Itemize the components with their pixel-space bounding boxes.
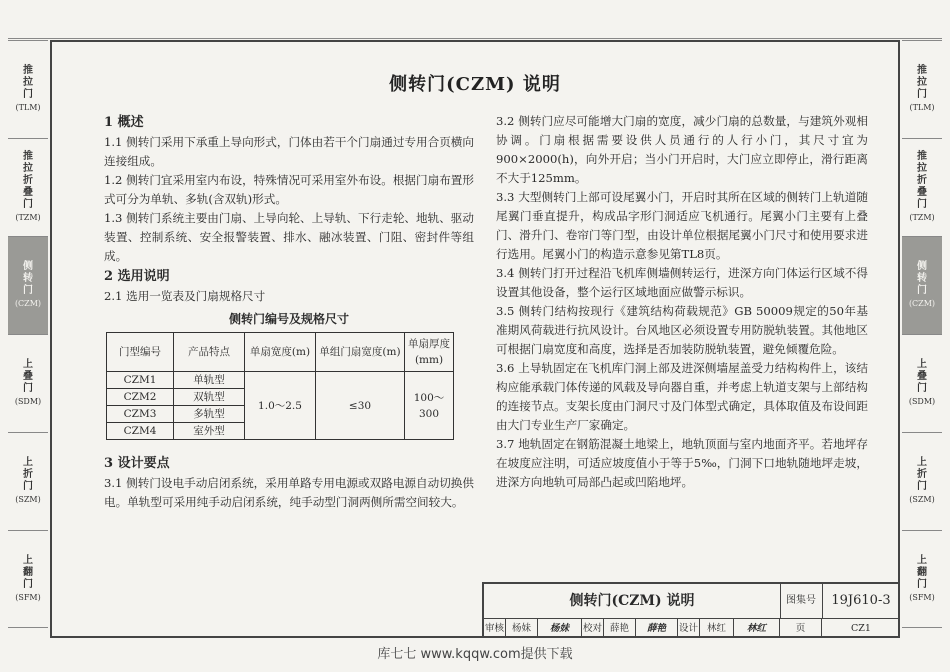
download-footer: 库七七 www.kqqw.com提供下载 (377, 647, 573, 662)
side-tab-code: (SZM) (909, 495, 935, 504)
cell-group-width: ≤30 (316, 372, 405, 440)
header-thickness: 单扇厚度(mm) (405, 333, 454, 372)
side-tab-char: 门 (917, 383, 927, 394)
side-tab-char: 门 (917, 199, 927, 210)
side-tab-char: 侧 (917, 261, 927, 272)
title-block-name: 侧转门(CZM) 说明 (484, 584, 781, 618)
side-tab-char: 拉 (23, 163, 33, 174)
header-group-width: 单组门扇宽度(m) (316, 333, 405, 372)
side-tab-char: 门 (23, 89, 33, 100)
side-tab-char: 推 (917, 65, 927, 76)
spec-table (106, 332, 454, 440)
side-tab-char: 推 (23, 151, 33, 162)
side-tab-char: 门 (917, 578, 927, 590)
review-label: 审核 (484, 619, 506, 638)
section-heading-overview: 1 概述 (104, 115, 144, 130)
design-label: 设计 (678, 619, 700, 638)
para-3-7: 3.7 地轨固定在钢筋混凝土地梁上，地轨顶面与室内地面齐平。若地坪存在坡度应注明，可适应坡度值小于等于5‰，门洞下口地轨随地坪走坡，进深方向地轨可局部凸起或凹陷地坪。 (496, 437, 868, 489)
para-3-6: 3.6 上导轨固定在飞机库门洞上部及进深侧墙屋盖受力结构构件上，该结构应能承载门体传递的风载及导向器自重，并考虑上轨道支架与上部结构的连接节点。支架长度由门洞尺寸及门体型式确定，具体取值及布设间距由大门专业生产厂家确定。 (496, 361, 868, 432)
side-tab-code: (SZM) (15, 495, 41, 504)
side-tab-char: 侧 (23, 261, 33, 272)
left-column (104, 112, 474, 512)
side-tab-char: 折 (23, 469, 33, 480)
side-tab-code: (TLM) (909, 103, 935, 112)
side-tab-char: 转 (917, 273, 927, 284)
side-tab-char: 拉 (917, 77, 927, 88)
cell-feature: 双轨型 (174, 389, 245, 406)
side-tab-char: 叠 (917, 187, 927, 198)
designer-signature: 林红 (734, 619, 780, 638)
cell-code: CZM3 (107, 406, 174, 423)
side-tab-char: 拉 (23, 77, 33, 88)
side-tab[interactable] (8, 334, 48, 432)
table-row (107, 372, 454, 389)
side-tab[interactable] (8, 138, 48, 236)
side-tab-code: (SFM) (15, 592, 41, 602)
check-label: 校对 (582, 619, 604, 638)
side-tab-char: 推 (917, 151, 927, 162)
cell-width: 1.0～2.5 (245, 372, 316, 440)
side-tab-char: 上 (917, 554, 927, 566)
page-label: 页 (780, 619, 822, 638)
side-tab-char: 门 (23, 481, 33, 492)
page-number: CZ1 (851, 623, 871, 634)
left-side-tabs (8, 40, 48, 628)
para-3-3: 3.3 大型侧转门上部可设尾翼小门，开启时其所在区域的侧转门上轨道随尾翼门垂直提升，构成品字形门洞适应飞机通行。尾翼小门主要有上叠门、滑升门、卷帘门等门型，由设计单位根据尾翼小门尺寸和使用要求进行选用。尾翼小门的构造示意参见第TL8页。 (496, 190, 868, 261)
header-code: 门型编号 (107, 333, 174, 372)
cell-feature: 多轨型 (174, 406, 245, 423)
side-tab[interactable] (902, 138, 942, 236)
side-tab-char: 翻 (917, 566, 927, 578)
checker-signature: 薛艳 (636, 619, 678, 638)
side-tab-code: (TZM) (909, 213, 935, 222)
table-title: 侧转门编号及规格尺寸 (228, 312, 349, 326)
title-block-top-row (484, 584, 900, 619)
side-tab-code: (SDM) (14, 397, 42, 406)
side-tab-char: 门 (917, 285, 927, 296)
side-tab[interactable] (8, 236, 48, 334)
para-3-1: 3.1 侧转门设电手动启闭系统，采用单路专用电源或双路电源自动切换供电。单轨型可采用纯手动启闭系统，纯手动型门洞两侧所需空间较大。 (104, 476, 474, 509)
para-3-2: 3.2 侧转门应尽可能增大门扇的宽度，减少门扇的总数量，与建筑外观相协调。门扇根据需要设供人员通行的人行小门，其尺寸宜为900×2000(h)，向外开启；当小门开启时，大门应立即停止，滑行距离不大于125mm。 (496, 114, 868, 185)
side-tab-char: 拉 (917, 163, 927, 174)
atlas-label: 图集号 (780, 584, 823, 618)
cell-code: CZM4 (107, 423, 174, 440)
side-tab[interactable] (902, 40, 942, 138)
side-tab-char: 门 (23, 383, 33, 394)
side-tab-char: 折 (917, 175, 927, 186)
top-rule (8, 38, 942, 39)
side-tab-char: 门 (917, 481, 927, 492)
side-tab-char: 上 (23, 554, 33, 566)
side-tab-char: 门 (917, 89, 927, 100)
drawing-frame (50, 40, 900, 638)
side-tab-char: 翻 (23, 566, 33, 578)
cell-feature: 单轨型 (174, 372, 245, 389)
checker-name: 薛艳 (604, 619, 636, 638)
para-1-3: 1.3 侧转门系统主要由门扇、上导向轮、上导轨、下行走轮、地轨、驱动装置、控制系统、安全报警装置、排水、融冰装置、门阻、密封件等组成。 (104, 211, 474, 263)
side-tab-char: 叠 (917, 371, 927, 382)
para-1-2: 1.2 侧转门宜采用室内布设，特殊情况可采用室外布设。根据门扇布置形式可分为单轨、多轨(含双轨)形式。 (104, 173, 474, 206)
side-tab-char: 推 (23, 65, 33, 76)
side-tab-code: (SDM) (908, 397, 936, 406)
side-tab[interactable] (902, 432, 942, 530)
right-side-tabs (902, 40, 942, 628)
side-tab[interactable] (8, 40, 48, 138)
section-heading-selection: 2 选用说明 (104, 269, 170, 284)
side-tab-char: 上 (23, 457, 33, 468)
title-block-sign-row (484, 619, 900, 638)
atlas-number: 19J610-3 (831, 593, 891, 608)
reviewer-name: 杨妹 (506, 619, 538, 638)
side-tab-char: 门 (23, 285, 33, 296)
para-1-1: 1.1 侧转门采用下承重上导向形式，门体由若干个门扇通过专用合页横向连接组成。 (104, 135, 474, 168)
header-feature: 产品特点 (174, 333, 245, 372)
side-tab-char: 折 (917, 469, 927, 480)
side-tab[interactable] (8, 432, 48, 530)
page-title: 侧转门(CZM) 说明 (389, 74, 561, 95)
side-tab-char: 门 (23, 199, 33, 210)
side-tab-char: 叠 (23, 187, 33, 198)
side-tab-char: 上 (917, 457, 927, 468)
side-tab-char: 叠 (23, 371, 33, 382)
side-tab[interactable] (902, 530, 942, 628)
section-heading-design: 3 设计要点 (104, 456, 170, 471)
cell-feature: 室外型 (174, 423, 245, 440)
side-tab-char: 上 (23, 359, 33, 370)
side-tab-char: 折 (23, 175, 33, 186)
cell-code: CZM1 (107, 372, 174, 389)
side-tab[interactable] (8, 530, 48, 628)
right-column (496, 112, 868, 492)
cell-thickness: 100～300 (405, 372, 454, 440)
para-3-4: 3.4 侧转门打开过程沿飞机库侧墙侧转运行，进深方向门体运行区域不得设置其他设备，整个运行区域地面应做警示标识。 (496, 266, 868, 299)
side-tab-code: (CZM) (14, 299, 42, 308)
para-2-1: 2.1 选用一览表及门扇规格尺寸 (104, 289, 266, 303)
side-tab[interactable] (902, 236, 942, 334)
header-width: 单扇宽度(m) (245, 333, 316, 372)
side-tab-code: (TZM) (15, 213, 41, 222)
side-tab-char: 转 (23, 273, 33, 284)
side-tab-code: (TLM) (15, 103, 41, 112)
reviewer-signature: 杨妹 (538, 619, 582, 638)
designer-name: 林红 (700, 619, 734, 638)
para-3-5: 3.5 侧转门结构按现行《建筑结构荷载规范》GB 50009规定的50年基准期风荷载进行抗风设计。台风地区必须设置专用防脱轨装置。其他地区可根据门扇宽度和高度，选择是否加装防脱轨装置，避免倾覆危险。 (496, 304, 868, 356)
side-tab-code: (SFM) (909, 592, 935, 602)
side-tab-code: (CZM) (908, 299, 936, 308)
cell-code: CZM2 (107, 389, 174, 406)
side-tab-char: 上 (917, 359, 927, 370)
side-tab-char: 门 (23, 578, 33, 590)
side-tab[interactable] (902, 334, 942, 432)
table-header-row (107, 333, 454, 372)
title-block (482, 582, 900, 638)
